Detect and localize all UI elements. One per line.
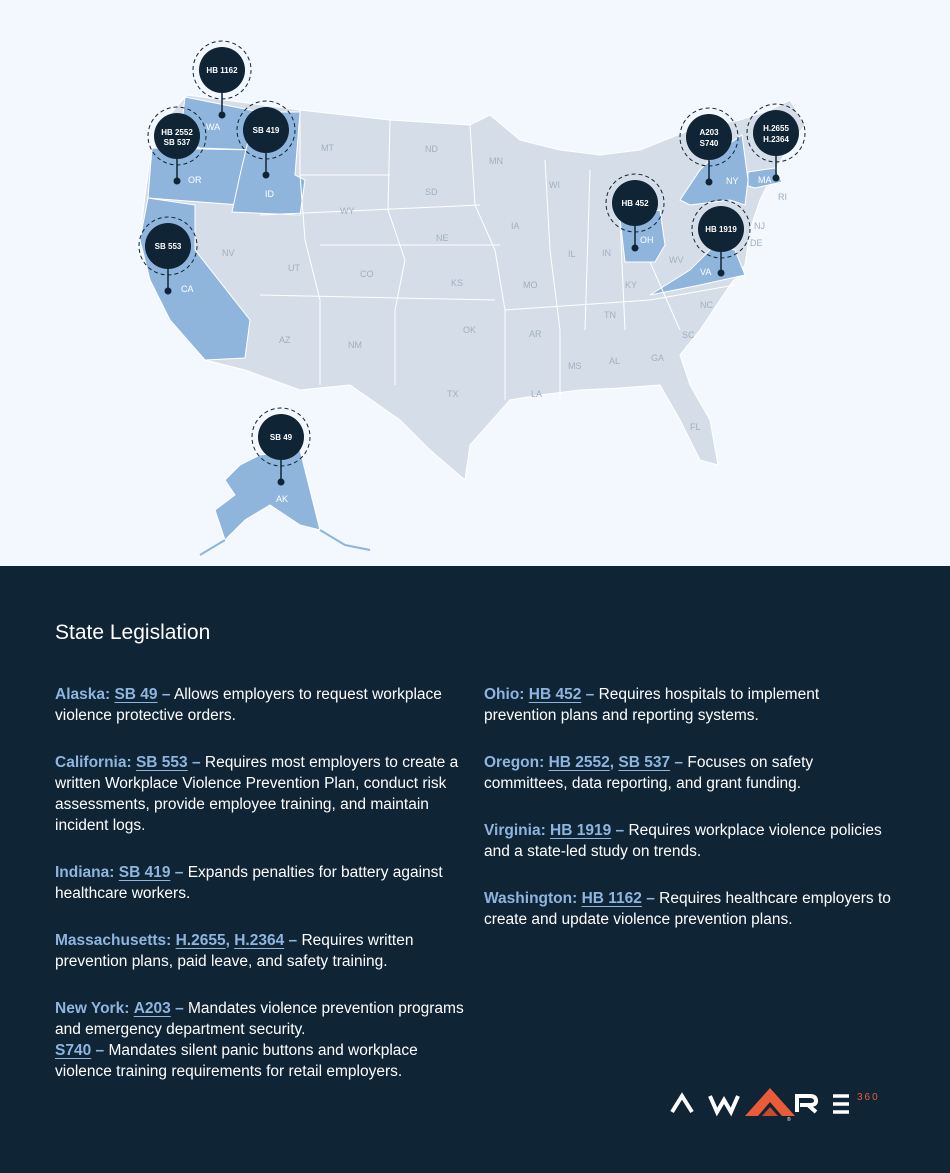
dash: – — [288, 932, 298, 949]
state-label: WY — [340, 206, 355, 216]
legislation-panel — [0, 566, 950, 1173]
dash: – — [95, 1042, 105, 1059]
dash: – — [585, 686, 595, 703]
state-label: AZ — [279, 335, 291, 345]
state-label: ND — [425, 144, 438, 154]
entry-text: Expands penalties for battery against healthcare workers. — [55, 864, 443, 902]
entry-text: Requires healthcare employers to create and update violence prevention plans. — [484, 890, 891, 928]
bill-link[interactable]: SB 553 — [135, 754, 188, 771]
entry-indiana — [55, 862, 465, 904]
state-label: NV — [222, 248, 235, 258]
dash: – — [174, 864, 184, 881]
pin-label-line2: H.2364 — [763, 135, 789, 144]
state-name: Indiana: — [55, 864, 115, 881]
legislation-column-left — [55, 684, 465, 1108]
entry-ohio — [484, 684, 894, 726]
state-label: NM — [348, 340, 362, 350]
logo-superscript: 360 — [857, 1092, 880, 1103]
state-label: WI — [549, 180, 560, 190]
state-label: IN — [602, 248, 611, 258]
dash: – — [615, 822, 625, 839]
entry-text: Requires hospitals to implement prevention plans and reporting systems. — [484, 686, 820, 724]
state-label: FL — [690, 422, 701, 432]
state-label: ID — [265, 189, 274, 199]
state-label: NE — [436, 233, 449, 243]
state-label: WA — [206, 122, 221, 132]
state-name: California: — [55, 754, 132, 771]
state-label: GA — [651, 353, 665, 363]
state-label: MT — [321, 143, 334, 153]
aware360-logo — [670, 1086, 900, 1126]
pin-label-line1: H.2655 — [763, 124, 789, 133]
pin-label: SB 49 — [269, 433, 293, 442]
entry-new-york — [55, 998, 465, 1082]
state-label: LA — [531, 389, 543, 399]
entry-massachusetts: Massachusetts: H.2655, H.2364 – Requires written prevention plans, paid leave, and safety training. — [55, 932, 414, 970]
entry-california — [55, 752, 465, 836]
entry-text: Requires written prevention plans, paid leave, and safety training. — [55, 932, 414, 970]
state-label: IA — [511, 221, 520, 231]
state-label: IL — [568, 249, 576, 259]
registered-mark: ® — [787, 1117, 791, 1123]
legislation-column-right — [484, 684, 894, 956]
state-label: UT — [288, 263, 300, 273]
bill-link[interactable]: HB 1162 — [581, 890, 642, 907]
entry-text: Requires workplace violence policies and a state-led study on trends. — [484, 822, 882, 860]
state-label: SD — [425, 187, 438, 197]
state-name: Washington: — [484, 890, 578, 907]
entry-alaska — [55, 684, 465, 726]
entry-text: Allows employers to request workplace violence protective orders. — [55, 686, 442, 724]
entry-text: Mandates violence prevention programs and emergency department security. — [55, 1000, 464, 1038]
dash: – — [646, 890, 655, 907]
state-label: AK — [276, 494, 289, 504]
state-label: OH — [640, 235, 654, 245]
state-label: SC — [682, 330, 695, 340]
entry-text: Requires most employers to create a written Workplace Violence Prevention Plan, conduct risk assessments, provide employee training, and maintain incident logs. — [55, 754, 459, 834]
state-label: MS — [568, 361, 582, 371]
state-name: Massachusetts: — [55, 932, 172, 949]
entry-text: Focuses on safety committees, data reporting, and grant funding. — [484, 754, 814, 792]
bill-link[interactable]: H.2364 — [234, 932, 285, 949]
us-map-svg — [0, 0, 950, 566]
state-label: OR — [188, 175, 202, 185]
section-title: State Legislation — [55, 621, 211, 644]
state-label: MO — [523, 280, 538, 290]
state-label: CA — [181, 284, 194, 294]
state-ak — [215, 450, 320, 540]
state-label: NJ — [754, 221, 765, 231]
state-label: DE — [750, 238, 763, 248]
pin-label: HB 1162 — [206, 66, 238, 75]
entry-washington — [484, 888, 894, 930]
state-label: NY — [726, 176, 739, 186]
bill-link[interactable]: SB 537 — [618, 754, 671, 771]
state-label: WV — [669, 255, 684, 265]
state-label: MA — [758, 175, 772, 185]
state-name: Alaska: — [55, 686, 111, 703]
pin-label-line2: SB 537 — [163, 138, 191, 147]
bill-link[interactable]: HB 2552 — [548, 754, 610, 771]
dash: – — [674, 754, 684, 771]
state-name: Oregon: — [484, 754, 545, 771]
state-name: Ohio: — [484, 686, 525, 703]
pin-label: HB 452 — [621, 199, 649, 208]
state-label: VA — [700, 267, 712, 277]
state-label: KS — [451, 278, 464, 288]
dash: – — [175, 1000, 184, 1017]
state-label: TX — [447, 389, 459, 399]
dash: – — [161, 686, 171, 703]
pin-label-line1: HB 2552 — [161, 128, 193, 137]
pin-label-line1: A203 — [699, 128, 719, 137]
dash: – — [191, 754, 201, 771]
bill-link[interactable]: HB 452 — [528, 686, 582, 703]
pin-label: HB 1919 — [705, 225, 737, 234]
entry-oregon: Oregon: HB 2552, SB 537 – Focuses on safety committees, data reporting, and grant funding. — [484, 754, 814, 792]
state-label: AL — [609, 356, 621, 366]
us-map — [0, 0, 950, 566]
pin-label-line2: S740 — [699, 139, 719, 148]
state-name: Virginia: — [484, 822, 546, 839]
bill-link[interactable]: HB 1919 — [550, 822, 612, 839]
bill-link[interactable]: SB 419 — [118, 864, 171, 881]
state-label: NC — [700, 300, 713, 310]
state-label: OK — [463, 325, 477, 335]
bill-link[interactable]: H.2655 — [175, 932, 226, 949]
state-label: RI — [778, 192, 787, 202]
entry-virginia — [484, 820, 894, 862]
pin-label: SB 553 — [154, 242, 182, 251]
state-label: MN — [489, 156, 503, 166]
state-label: KY — [625, 280, 638, 290]
state-name: New York: — [55, 1000, 130, 1017]
pin-label: SB 419 — [252, 126, 280, 135]
bill-link[interactable]: A203 — [133, 1000, 171, 1017]
state-label: TN — [604, 310, 616, 320]
entry-text: Mandates silent panic buttons and workplace violence training requirements for retail employers. — [55, 1042, 418, 1080]
state-label: CO — [360, 269, 374, 279]
bill-link[interactable]: S740 — [55, 1042, 92, 1059]
bill-link[interactable]: SB 49 — [114, 686, 158, 703]
state-label: AR — [529, 329, 542, 339]
